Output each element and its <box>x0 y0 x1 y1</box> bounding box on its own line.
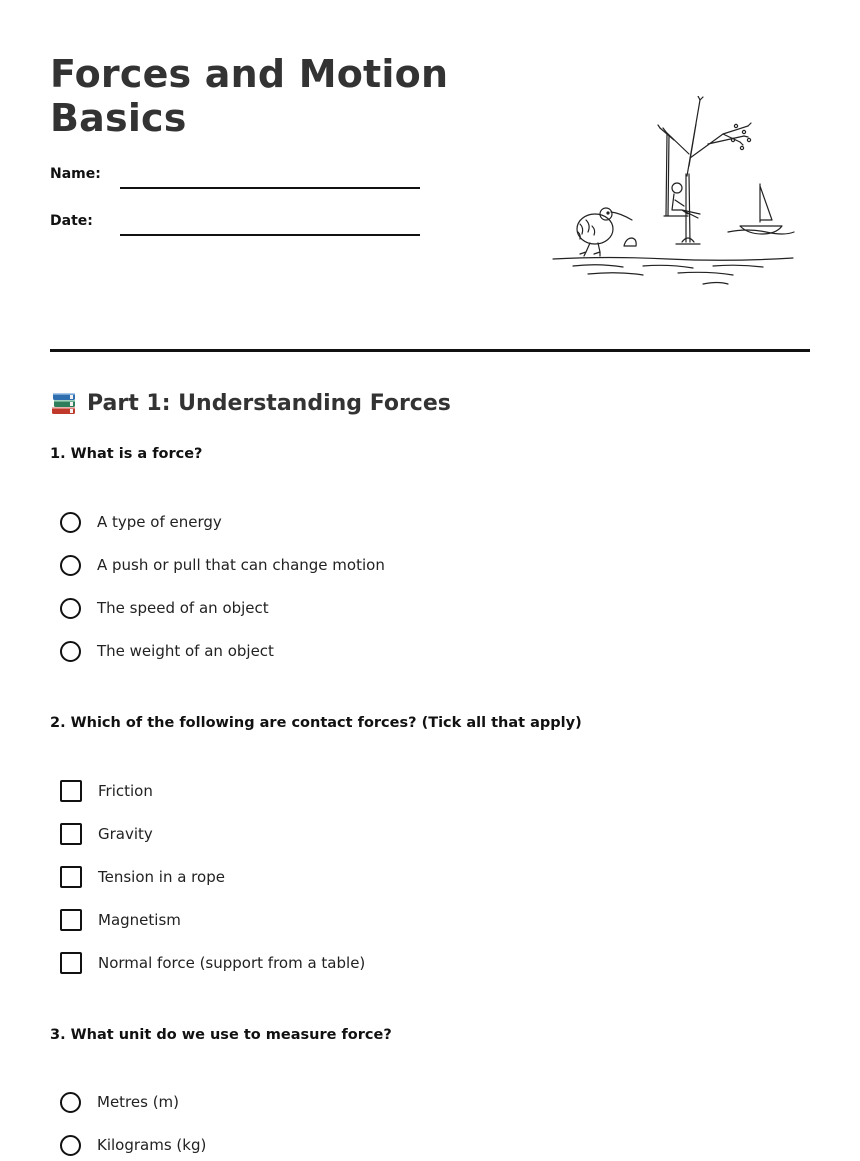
q2-option-5[interactable] <box>60 950 365 976</box>
title-line-1: Forces and Motion <box>50 52 449 96</box>
section-heading-text: Part 1: Understanding Forces <box>87 391 451 416</box>
section-heading <box>50 388 451 420</box>
q2-option-4[interactable] <box>60 907 181 933</box>
radio-button[interactable] <box>60 555 81 576</box>
name-line[interactable] <box>120 187 420 189</box>
question-2: 2. Which of the following are contact forces? (Tick all that apply) <box>50 715 582 731</box>
option-label: Magnetism <box>98 911 181 929</box>
radio-button[interactable] <box>60 641 81 662</box>
checkbox[interactable] <box>60 952 82 974</box>
radio-button[interactable] <box>60 1135 81 1156</box>
date-label: Date: <box>50 213 93 229</box>
option-label: The weight of an object <box>97 642 274 660</box>
worksheet-title <box>50 52 448 140</box>
option-label: Tension in a rope <box>98 868 225 886</box>
option-label: Metres (m) <box>97 1093 180 1111</box>
title-line-2: Basics <box>50 96 187 140</box>
question-3: 3. What unit do we use to measure force? <box>50 1027 392 1043</box>
option-label: Friction <box>98 782 153 800</box>
option-label: A type of energy <box>97 513 222 531</box>
radio-button[interactable] <box>60 598 81 619</box>
option-label: Gravity <box>98 825 153 843</box>
q3-option-2[interactable] <box>60 1132 206 1158</box>
books-icon <box>50 390 78 418</box>
option-label: The speed of an object <box>97 599 269 617</box>
q1-option-1[interactable] <box>60 509 222 535</box>
checkbox[interactable] <box>60 909 82 931</box>
q1-option-3[interactable] <box>60 595 269 621</box>
option-label: Kilograms (kg) <box>97 1136 207 1154</box>
q3-option-1[interactable] <box>60 1089 179 1115</box>
checkbox[interactable] <box>60 780 82 802</box>
option-label: Normal force (support from a table) <box>98 954 366 972</box>
q2-option-2[interactable] <box>60 821 153 847</box>
checkbox[interactable] <box>60 823 82 845</box>
option-label: A push or pull that can change motion <box>97 556 385 574</box>
header-divider <box>50 349 810 352</box>
date-line[interactable] <box>120 234 420 236</box>
q1-option-4[interactable] <box>60 638 274 664</box>
q2-option-1[interactable] <box>60 778 153 804</box>
q1-option-2[interactable] <box>60 552 385 578</box>
radio-button[interactable] <box>60 512 81 533</box>
checkbox[interactable] <box>60 866 82 888</box>
kiwi-tree-swing-illustration <box>548 96 798 296</box>
radio-button[interactable] <box>60 1092 81 1113</box>
question-1: 1. What is a force? <box>50 446 203 462</box>
name-label: Name: <box>50 166 101 182</box>
q2-option-3[interactable] <box>60 864 225 890</box>
